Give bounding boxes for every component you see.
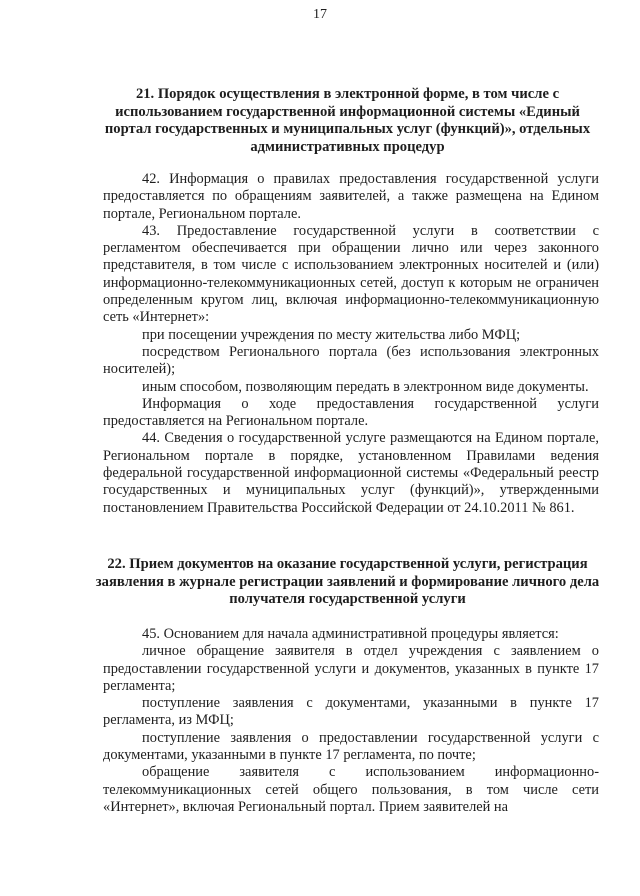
list-item: иным способом, позволяющим передать в электронном виде документы. [142,378,589,395]
section-22-title: 22. Прием документов на оказание государственной услуги, регистрация заявления в журнале регистрации заявлений и формирование личного дела получателя государственной услуги [95,556,600,608]
paragraph-45: 45. Основанием для начала административной процедуры является: [142,626,559,642]
list-item: обращение заявителя с использованием информационно-телекоммуникационных сетей общего пользования, в том числе сети «Интернет», включая Региональный портал. Прием заявителей на [103,764,599,815]
list-item: поступление заявления с документами, указанными в пункте 17 регламента, из МФЦ; [103,695,599,729]
paragraph-42: 42. Информация о правилах предоставления государственной услуги предоставляется по обращениям заявителей, а также размещена на Едином портале, Региональном портале. [103,171,599,222]
page-number: 17 [313,7,327,22]
list-item: при посещении учреждения по месту жительства либо МФЦ; [142,326,521,343]
paragraph-44: 44. Сведения о государственной услуге размещаются на Едином портале, Региональном портале в порядке, установленном Правилами ведения федеральной государственной информационной системы «Федеральный реестр государственных и муниципальных услуг (функций)», утвержденными постановлением Правительства Российской Федерации от 24.10.2011 № 861. [103,430,599,516]
section-22-body [103,626,599,816]
section-21-body [103,171,599,517]
list-item: поступление заявления о предоставлении государственной услуги с документами, указанными в пункте 17 регламента, по почте; [103,729,599,764]
list-item: посредством Регионального портала (без использования электронных носителей); [103,343,599,378]
section-21-title: 21. Порядок осуществления в электронной форме, в том числе с использованием государственной информационной системы «Единый портал государственных и муниципальных услуг (функций)», отдельных административных процедур [104,86,591,155]
list-item: личное обращение заявителя в отдел учреждения с заявлением о предоставлении государственной услуги и документов, указанных в пункте 17 регламента; [103,643,599,694]
paragraph-43: 43. Предоставление государственной услуги в соответствии с регламентом обеспечивается при обращении лично или через законного представителя, в том числе с использованием электронных носителей и (или) информационно-телекоммуникационных сетей, доступ к которым не ограничен определенным кругом лиц, включая информационно-телекоммуникационную сеть «Интернет»: [103,222,599,326]
paragraph-43-info: Информация о ходе предоставления государственной услуги предоставляется на Региональном портале. [103,395,599,430]
